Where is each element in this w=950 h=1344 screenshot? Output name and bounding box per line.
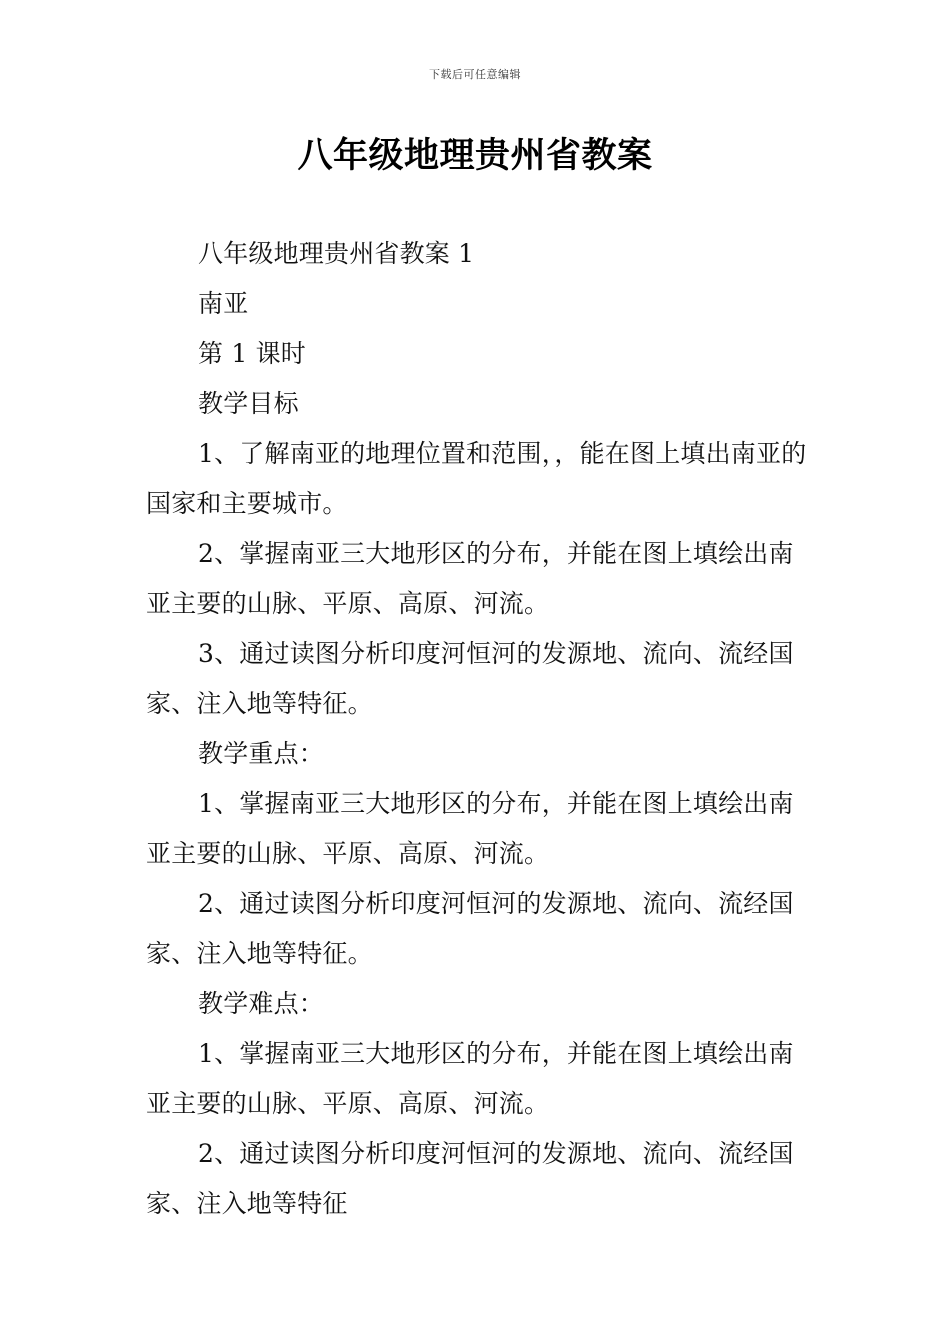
paragraph-objectives-heading: 教学目标 xyxy=(198,389,299,418)
document-title: 八年级地理贵州省教案 xyxy=(297,135,653,176)
paragraph-difficulty-2: 2、通过读图分析印度河恒河的发源地、流向、流经国家、注入地等特征 xyxy=(146,1139,794,1218)
header-note: 下载后可任意编辑 xyxy=(429,68,521,81)
paragraph-objective-1: 1、了解南亚的地理位置和范围，，能在图上填出南亚的国家和主要城市。 xyxy=(146,439,807,518)
paragraph-objective-2: 2、掌握南亚三大地形区的分布，并能在图上填绘出南亚主要的山脉、平原、高原、河流。 xyxy=(146,539,794,618)
paragraph-difficulty-1: 1、掌握南亚三大地形区的分布，并能在图上填绘出南亚主要的山脉、平原、高原、河流。 xyxy=(146,1039,794,1118)
paragraph-lesson-heading: 八年级地理贵州省教案 1 xyxy=(198,239,475,268)
paragraph-objective-3: 3、通过读图分析印度河恒河的发源地、流向、流经国家、注入地等特征。 xyxy=(146,639,794,718)
document-body xyxy=(146,229,808,1229)
paragraph-key-point-2: 2、通过读图分析印度河恒河的发源地、流向、流经国家、注入地等特征。 xyxy=(146,889,794,968)
paragraph-lesson-period: 第 1 课时 xyxy=(198,339,306,368)
paragraph-key-point-1: 1、掌握南亚三大地形区的分布，并能在图上填绘出南亚主要的山脉、平原、高原、河流。 xyxy=(146,789,794,868)
paragraph-key-points-heading: 教学重点： xyxy=(198,739,325,768)
paragraph-topic: 南亚 xyxy=(198,289,249,318)
paragraph-difficulties-heading: 教学难点： xyxy=(198,989,325,1018)
